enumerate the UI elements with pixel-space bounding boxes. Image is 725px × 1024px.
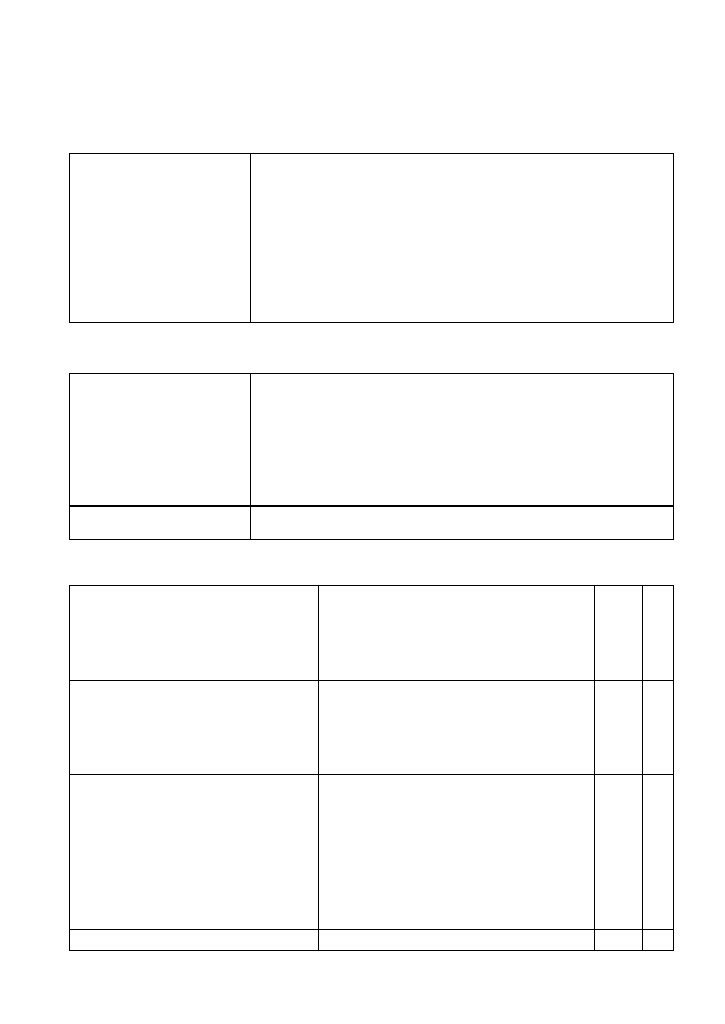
row-divider (69, 929, 674, 930)
row-divider (69, 680, 674, 681)
column-divider (594, 586, 595, 950)
general-info-table (69, 153, 674, 323)
column-divider (250, 374, 251, 505)
row-divider (69, 774, 674, 775)
column-divider (642, 586, 643, 950)
characteristics-table (69, 373, 674, 506)
ects-table (69, 585, 674, 951)
column-divider (250, 507, 251, 539)
column-divider (318, 586, 319, 950)
column-divider (250, 154, 251, 322)
prerequisites-table (69, 506, 674, 540)
